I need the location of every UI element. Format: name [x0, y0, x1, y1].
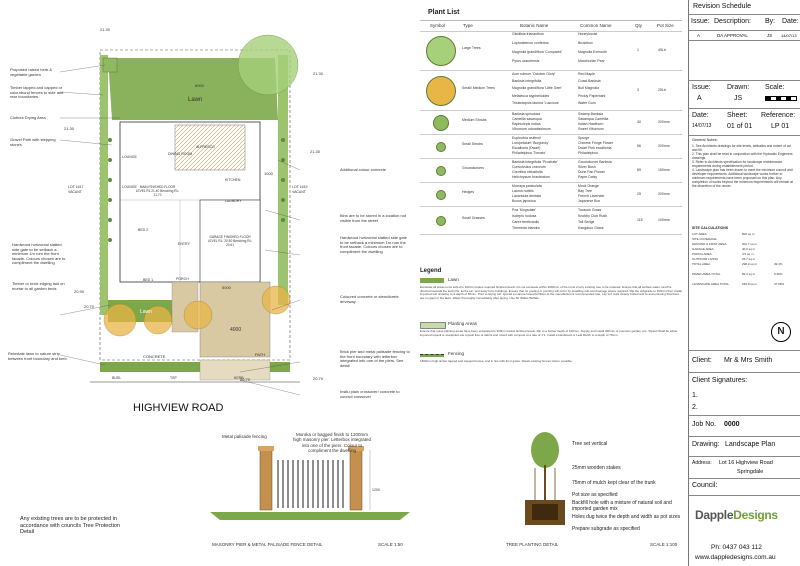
fence-detail-dim: 1200 [372, 488, 380, 492]
plant-row [420, 134, 682, 159]
tree-detail-label: Tree set vertical [572, 441, 608, 447]
note-timber-brick: Timber or brick edging laid on mortar to all garden beds [12, 281, 65, 291]
site-calc-cell: 26.7 sq m [742, 257, 756, 261]
plant-type: Small/ Medium Trees [462, 86, 495, 90]
plant-row [420, 110, 682, 135]
road-name: HIGHVIEW ROAD [133, 402, 224, 414]
planting-swatch [420, 322, 446, 329]
plant-symbol-icon [433, 115, 449, 131]
schedule-row-by: JS [767, 33, 773, 38]
plant-common-name: Knobby Club Rush [578, 214, 608, 218]
plant-symbol-icon [426, 76, 456, 106]
plant-common-name: Dune Fan Flower [578, 170, 605, 174]
note-concrete-colour: Additional colour concrete [340, 167, 387, 172]
plant-common-name: Water Gum [578, 100, 596, 105]
plant-list-table [420, 9, 682, 260]
concrete-label: CONCRETE [143, 354, 166, 359]
site-calc-cell: PAVED AREA TOTAL [692, 272, 721, 276]
info-issue: A [697, 95, 702, 102]
path-label: PATH [255, 352, 266, 357]
lot-right-label: LOT 1619 VACANT [292, 185, 308, 194]
note-reinstate-lawn: Reinstate lawn to nature strip between front boundary and kerb [8, 351, 67, 361]
plant-botanic-name: Convolvulus cneorum [512, 165, 546, 169]
info-date-label: Date: [692, 112, 709, 119]
note-brick-pier: Brick pier and metal palisade fencing to the front boundary with letterbox integrated into one of the piers. See detail [340, 349, 410, 368]
dim-9: 5000 [222, 285, 231, 290]
bed-2-label: BED 2 [138, 228, 149, 232]
legend-lawn-label: Lawn [448, 277, 459, 282]
company-logo [695, 508, 778, 522]
kerb-label: KERB [234, 376, 244, 380]
site-calc-cell: SITE COVERAGE [692, 237, 717, 241]
plant-botanic-name: Themeda triandra [512, 226, 540, 230]
site-calcs-title: SITE CALCULATIONS [692, 226, 729, 230]
company-phone: Ph: 0437 043 112 [711, 544, 762, 551]
site-calc-cell: 3.5 sq m [742, 252, 754, 256]
plant-pot-size: 200mm [658, 192, 670, 196]
dim-10: 4000 [230, 327, 242, 333]
kitchen-label: KITCHEN [225, 178, 241, 182]
plant-symbol-icon [426, 36, 456, 66]
note-clothes-drying: Clothes Drying Area [10, 115, 46, 120]
plant-type: Medium Shrubs [462, 118, 487, 122]
drawing-label: Drawing: [692, 441, 720, 448]
plant-qty: 3 [637, 88, 639, 92]
plant-common-name: Chinese Fringe Flower [578, 141, 614, 145]
plant-type: Large Trees [462, 46, 481, 50]
plant-botanic-name: Isolepis nodosa [512, 214, 537, 218]
fence-detail-scale: SCALE 1:50 [378, 542, 403, 547]
note-line: 2. This plan shall be read in conjunction with the Hydraulic Engineers drawings. [692, 152, 793, 160]
site-calc-cell: 202.7 sq m [742, 242, 757, 246]
title-block [688, 0, 800, 566]
scale-bar [765, 96, 797, 101]
plant-common-name: Spurge [578, 136, 590, 140]
note-line: 4. Landscape plan has been drawn to meet the minimum council and developer requirements. Additional landscape works further to minimum requirements have been proposed on this plan. Any completion of works beyond the minimum requirements will remain at the discretion of the owner. [692, 168, 793, 188]
plant-botanic-name: Camellia sasanqua [512, 117, 542, 121]
tree-detail-label: 75mm of mulch kept clear of the trunk [572, 480, 656, 486]
schedule-row-desc: DA APPROVAL [717, 33, 748, 38]
dim-3: 21.30 [64, 126, 75, 131]
plant-botanic-name: Melaleuca styphelioides [512, 93, 550, 98]
note-insitu: Insitu plain crossover/ concrete to council crossover [340, 389, 400, 399]
job-label: Job No. [692, 421, 717, 428]
plant-common-name: Paper Daisy [578, 175, 598, 179]
north-label: N [777, 326, 785, 337]
plant-common-name: Magnolia Exmouth [578, 50, 607, 54]
site-calc-cell: 500 sq m [742, 232, 755, 236]
dim-2: 21.30 [313, 71, 324, 76]
site-calc-cell: 47.96% [774, 282, 785, 286]
info-ref-label: Reference: [761, 112, 796, 119]
site-calc-cell: PORCH AREA [692, 252, 712, 256]
plant-common-name: French Lavender [578, 194, 605, 198]
plant-botanic-name: Poa 'Kingsdale' [512, 208, 536, 212]
bed-1-label: BED 1 [143, 278, 154, 282]
plant-common-name: Sasanqua Camellia [578, 117, 609, 121]
plant-row [420, 182, 682, 207]
hdr-symbol: Symbol [430, 23, 446, 28]
tree-canopy [531, 432, 559, 468]
tree-front-4 [262, 286, 290, 314]
plant-botanic-name: Banksia integrifolia 'Prostrate' [512, 160, 558, 164]
plant-botanic-name: Raphiolepis indica [512, 122, 541, 126]
plant-common-name: Tussock Grass [578, 208, 602, 212]
legend-planting-text: Ensure that mass planting areas have been excavated to 300mm below finished levels. Rip to a further depth of 100mm. Supply and install 300mm of premium garden mix. Topsoil Shall be either imported topsoil or stockpiled site topsoil free of debris and mixed with compost at a rate of 1:1. Install a Hardwood or Leaf Mulch to a depth of 75mm. [420, 329, 678, 337]
tree-detail-label: 25mm wooden stakes [572, 465, 621, 471]
site-calc-cell: 239.8 sq m [742, 282, 757, 286]
site-calcs-table [692, 232, 796, 287]
tree-front-3 [184, 301, 212, 329]
plant-common-name: Sweet Viburnum [578, 127, 604, 131]
info-issue-label: Issue: [692, 84, 711, 91]
fence-detail-metal: Metal palisade fencing [222, 434, 267, 439]
tree-detail-scale: SCALE 1:100 [650, 542, 678, 547]
schedule-date-label: Date: [782, 18, 799, 25]
info-drawn-label: Drawn: [727, 84, 750, 91]
plant-common-name: Groundcover Banksia [578, 160, 612, 164]
info-ref: LP 01 [771, 123, 790, 130]
dim-6: 20.70 [84, 304, 95, 309]
schedule-row-issue: A [697, 33, 701, 38]
plant-common-name: Brushbox [578, 41, 593, 45]
plant-common-name: Indian Hawthorn [578, 122, 604, 126]
client-sig-1: 1. [692, 392, 698, 399]
job-number: 0000 [724, 421, 740, 428]
note-coloured-concrete: Coloured concrete or stencilcrete driveway [340, 294, 399, 304]
legend-title: Legend [420, 268, 442, 274]
client-label: Client: [692, 357, 712, 364]
alfresco-label: ALFRESCO [196, 145, 215, 149]
plant-botanic-name: Acer rubrum 'October Glory' [512, 72, 556, 76]
plant-common-name: Swamp Banksia [578, 112, 604, 116]
dim-1: 21.30 [100, 27, 111, 32]
drawing-name: Landscape Plan [725, 441, 776, 448]
note-hardwood-gate: Hardwood horizontal slatted side gate to be setback a minimum 1m rom the front facade. Colours chosen are to compliment the dwelling [12, 242, 66, 266]
plant-common-name: Silver Bush [578, 165, 596, 169]
hdr-type: Type [463, 23, 473, 28]
dining-room-label: DINING ROOM [168, 152, 193, 156]
plant-botanic-name: Laurus nobilis [512, 189, 534, 193]
plant-pot-size: 200mm [658, 120, 670, 124]
note-existing-trees: Any existing trees are to be protected in accordance with councils Tree Protection Detail [20, 516, 120, 535]
plant-pot-size: 45Ltr [658, 48, 666, 52]
plant-botanic-name: Viburnum odoratissimum [512, 127, 551, 131]
plant-common-name: Manchurian Pear [578, 59, 605, 63]
hdr-botanic: Botanic Name [520, 23, 549, 28]
plant-common-name: Honeylocust [578, 32, 598, 36]
busl-label: BUSL [112, 376, 122, 380]
plant-pot-size: 100mm [658, 218, 670, 222]
info-drawn: JS [734, 95, 743, 102]
plant-botanic-name: Philadelphus 'Tomato' [512, 151, 546, 155]
plant-symbol-icon [436, 216, 446, 226]
site-calc-cell: 82.3 sq m [742, 272, 756, 276]
plant-botanic-name: Gleditsia triacanthos [512, 32, 544, 36]
plant-common-name: Dwarf Pink escallonia [578, 146, 612, 150]
plant-common-name: Mock Orange [578, 184, 600, 188]
plant-common-name: Tall Sedge [578, 220, 595, 224]
address-label: Address: [692, 460, 712, 466]
plant-type: Small Grasses [462, 216, 485, 220]
hdr-common: Common Name [580, 23, 612, 28]
plant-row [420, 70, 682, 111]
notes-title: General Notes: [692, 138, 718, 142]
hdr-pot: Pot Size [657, 23, 674, 28]
plant-common-name: Coast Banksia [578, 79, 601, 84]
plant-botanic-name: Carex tereticaulis [512, 220, 540, 224]
laundry-label: LAUNDRY [225, 199, 242, 203]
plant-qty: 89 [637, 168, 641, 172]
schedule-issue-label: Issue: [691, 18, 710, 25]
dim-4: 21.30 [310, 149, 321, 154]
plant-common-name: Bay Tree [578, 189, 593, 193]
info-scale-label: Scale: [765, 84, 785, 91]
tsp-label: TSP [170, 376, 177, 380]
lounge-label-1: LOUNGE [122, 155, 137, 159]
tree-detail-label: Holes dug twice the depth and width as pot sizes [572, 514, 681, 520]
brand-b: Designs [733, 508, 778, 522]
dim-11: 6000 [195, 83, 204, 88]
palisade-bars [278, 460, 343, 508]
plant-botanic-name: Magnolia grandiflora 'Little Gem' [512, 86, 562, 91]
plant-type: Hedges [462, 190, 475, 194]
plant-qty: 56 [637, 144, 641, 148]
plant-row [420, 206, 682, 235]
fencing-swatch [420, 354, 444, 357]
schedule-desc-label: Description: [714, 18, 751, 25]
site-calc-cell: GARAGE AREA [692, 247, 714, 251]
lawn-swatch [420, 278, 444, 283]
plant-row [420, 30, 682, 71]
site-calc-cell: LANDSCAPE AREA TOTAL [692, 282, 730, 286]
lot-left-label: LOT 1617 VACANT [68, 185, 84, 194]
address-line-2: Springdale [737, 469, 764, 475]
note-raised-herb: Proposed raised herb & vegetable garden [10, 67, 53, 77]
plant-qty: 25 [637, 192, 641, 196]
plant-botanic-name: Pyrus ussuriensis [512, 59, 540, 63]
plant-botanic-name: Helichrysum bracteatum [512, 175, 550, 179]
ground-lawn [210, 512, 410, 520]
info-sheet-label: Sheet: [727, 112, 748, 119]
brand-a: Dapple [695, 508, 734, 522]
porch-label: PORCH [176, 277, 189, 281]
client-name: Mr & Mrs Smith [724, 357, 773, 364]
herb-garden [103, 58, 117, 72]
client-signatures-label: Client Signatures: [692, 377, 748, 384]
legend [420, 268, 682, 368]
pier-right [350, 450, 362, 510]
site-calc-cell: TOTAL AREA [692, 262, 711, 266]
plant-botanic-name: Escallonia (Dwarf) [512, 146, 541, 150]
note-bins: Bins are to be stored in a location not visible from the street [340, 213, 407, 223]
info-date: 14/07/13 [692, 123, 712, 129]
plant-common-name: Red Maple [578, 72, 595, 76]
plant-common-name: Japanese Box [578, 199, 601, 203]
plant-qty: 115 [637, 218, 643, 222]
dim-7: 20.70 [240, 377, 251, 382]
plant-type: Groundcovers [462, 166, 484, 170]
main-floor-level: MAIN FINISHED FLOOR LEVEL RL 21.40 Benching RL: 21.70 [135, 185, 180, 197]
tree-detail-label: Pot size as specified [572, 492, 618, 498]
site-calc-cell: 9.36% [774, 272, 783, 276]
lounge-label-2: LOUNGE [122, 185, 137, 189]
plant-type: Small Shrubs [462, 142, 483, 146]
plant-botanic-name: Buxus japonica [512, 199, 536, 203]
plant-symbol-icon [436, 142, 446, 152]
fence-detail-title: MASONRY PIER & METAL PALISADE FENCE DETAIL [212, 542, 323, 547]
legend-fencing-label: Fencing [448, 351, 465, 356]
plant-botanic-name: Tristaniopsis laurina 'Luscious' [512, 100, 560, 105]
note-line: 3. Refer to Architects specification for landscape maintenance requirements during establishment period. [692, 160, 783, 168]
address-line-1: Lot 16 Highview Road [719, 460, 773, 466]
plant-list-title: Plant List [428, 9, 460, 16]
plant-qty: 1 [637, 48, 639, 52]
plant-botanic-name: Banksia spinulosa [512, 112, 541, 116]
pier-left [260, 450, 272, 510]
dim-8: 20.70 [313, 376, 324, 381]
schedule-row-date: 14/07/13 [781, 33, 797, 38]
dim-12: 1000 [264, 171, 273, 176]
plant-row [420, 158, 682, 183]
company-website: www.dappledesigns.com.au [695, 554, 776, 561]
fence-detail-moroka: Moroka or bagged finish to 1200mm high masonry pier. Letterbox integrated into one of the piers. Colour to compliment the dwelling [292, 432, 372, 454]
site-calc-cell: GROUND & FIRST AREA [692, 242, 727, 246]
tree-detail-label: Backfill hole with a mixture of natural soil and imported garden mix [572, 500, 672, 512]
plant-botanic-name: Grevillea obtusifolia [512, 170, 543, 174]
plant-pot-size: 150mm [658, 168, 670, 172]
dim-5: 20.90 [74, 289, 85, 294]
tree-front-1 [104, 304, 136, 336]
plant-qty: 30 [637, 120, 641, 124]
plant-botanic-name: Lophostemon confertus [512, 41, 549, 45]
site-calc-row [692, 282, 796, 287]
council-label: Council: [692, 482, 718, 489]
plant-pot-size: 200mm [658, 144, 670, 148]
schedule-by-label: By: [765, 18, 776, 25]
plant-botanic-name: Banksia integrifolia [512, 79, 542, 84]
plant-common-name: Prickly Paperbark [578, 93, 606, 98]
large-tree [238, 35, 298, 95]
site-calc-cell: 298.0 sq m [742, 262, 757, 266]
client-sig-2: 2. [692, 404, 698, 411]
plant-pot-size: 25Ltr [658, 88, 666, 92]
plant-common-name: Philadelphus [578, 151, 599, 155]
legend-lawn-text: Excavate all areas to be turfed to 100mm below required finished levels. Do not excavate within 3000mm of the trunk of any existing tree to be retained. Ensure that all surface water runoff is directed towards the kerb pits, kerbs etc, and away from buildings. Ensure that no pooling or ponding will occur by installing sub-soil drainage where required. Rip the subgrade to 150mm then install imported soil underlay to a depth of 50mm. Prior to laying turf, spread a manure based fertiliser at the manufacturers recommended rate. Lay turf mats closely butted and to and ensuring that there are no gaps in the lawn. Water thoroughly immediately after laying. Use Sir Walter Buffalo. [420, 285, 682, 300]
site-calc-cell: 49.3% [774, 262, 783, 266]
plant-botanic-name: Lavandula dentata [512, 194, 541, 198]
legend-planting-label: Planting Areas [448, 321, 478, 326]
tree-detail-label: Prepare subgrade as specified [572, 526, 640, 532]
plant-symbol-icon [436, 190, 446, 200]
plant-symbol-icon [436, 166, 446, 176]
schedule-title: Revision Schedule [693, 3, 751, 10]
lawn-label-front: Lawn [140, 309, 152, 315]
note-timber-lapped: Timber lapped and capped or colourbond fences to side and rear boundaries [10, 85, 64, 100]
plant-common-name: Kangaroo Grass [578, 226, 604, 230]
note-line: 1. See Architects drawings for site levels, setbacks and extent of cut and fill. [692, 144, 792, 152]
tree-detail-title: TREE PLANTING DETAIL [506, 542, 559, 547]
notes-list [692, 144, 796, 188]
info-sheet: 01 of 01 [727, 123, 753, 130]
site-calc-cell: LOT AREA [692, 232, 707, 236]
plant-botanic-name: Euphorbia wulfenii [512, 136, 541, 140]
plant-botanic-name: Loropetalum 'Burgundy' [512, 141, 549, 145]
note-hardwood-gate-2: Hardwood horizontal slatted side gate to be setback a minimum 1m rom the front facade. Colours chosen are to compliment the dwelling [340, 235, 407, 254]
site-plan [0, 0, 420, 400]
plant-common-name: Bull Magnolia [578, 86, 600, 91]
entry-label: ENTRY [178, 242, 190, 246]
hdr-qty: Qty [635, 23, 643, 28]
site-calc-cell: OUTDOOR LIVING [692, 257, 719, 261]
north-arrow [771, 322, 791, 342]
lawn-label-rear: Lawn [188, 97, 203, 103]
side-garden-left [100, 55, 108, 315]
garage-level: GARAGE FINISHED FLOOR LEVEL RL: 20.50 Benching RL: 20.61 [207, 235, 253, 247]
site-calc-cell: 40.0 sq m [742, 247, 756, 251]
tree-detail-drawing [510, 430, 580, 530]
plant-botanic-name: Magnolia grandiflora 'Compacht' [512, 50, 562, 54]
plant-botanic-name: Murraya paniculata [512, 184, 542, 188]
note-gravel-path: Gravel Path with stepping stones [10, 137, 56, 147]
legend-fencing-text: 1800mm high timber lapped and capped fences, and in line with front gates. Retain existing fences where possible. [420, 359, 573, 363]
